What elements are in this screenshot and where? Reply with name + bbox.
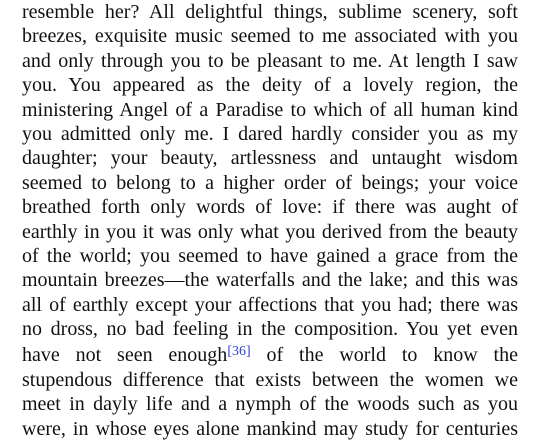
text-line: of the world; you seemed to have gained a grace from the xyxy=(22,244,518,267)
text-line: seemed to belong to a higher order of beings; your voice xyxy=(22,171,518,194)
text-segment: have not seen enough xyxy=(22,344,228,367)
text-line: and only through you to be pleasant to me. At length I saw xyxy=(22,49,518,72)
text-line: you. You appeared as the deity of a lovely region, the xyxy=(22,74,518,97)
text-line: earthly in you it was only what you derived from the beauty xyxy=(22,220,518,243)
text-page xyxy=(22,0,518,441)
text-line: breathed forth only words of love: if there was aught of xyxy=(22,196,518,219)
text-segment: of the world to know the xyxy=(250,344,518,367)
text-line: you admitted only me. I dared hardly consider you as my xyxy=(22,122,518,145)
text-line: stupendous difference that exists between the women we xyxy=(22,368,518,391)
text-line: mountain breezes—the waterfalls and the lake; and this was xyxy=(22,269,518,292)
text-line: daughter; your beauty, artlessness and untaught wisdom xyxy=(22,147,518,170)
footnote-link[interactable]: [36] xyxy=(227,344,251,360)
text-line: meet in dayly life and a nymph of the woods such as you xyxy=(22,393,518,416)
text-line: no dross, no bad feeling in the composition. You yet even xyxy=(22,318,518,341)
text-line: were, in whose eyes alone mankind may study for centuries xyxy=(22,417,518,440)
text-line: all of earthly except your affections that you had; there was xyxy=(22,293,518,316)
text-line-with-footnote xyxy=(22,343,518,367)
text-line: resemble her? All delightful things, sublime scenery, soft xyxy=(22,1,518,23)
text-line: ministering Angel of a Paradise to which of all human kind xyxy=(22,98,518,121)
text-line: breezes, exquisite music seemed to me associated with you xyxy=(22,25,518,48)
